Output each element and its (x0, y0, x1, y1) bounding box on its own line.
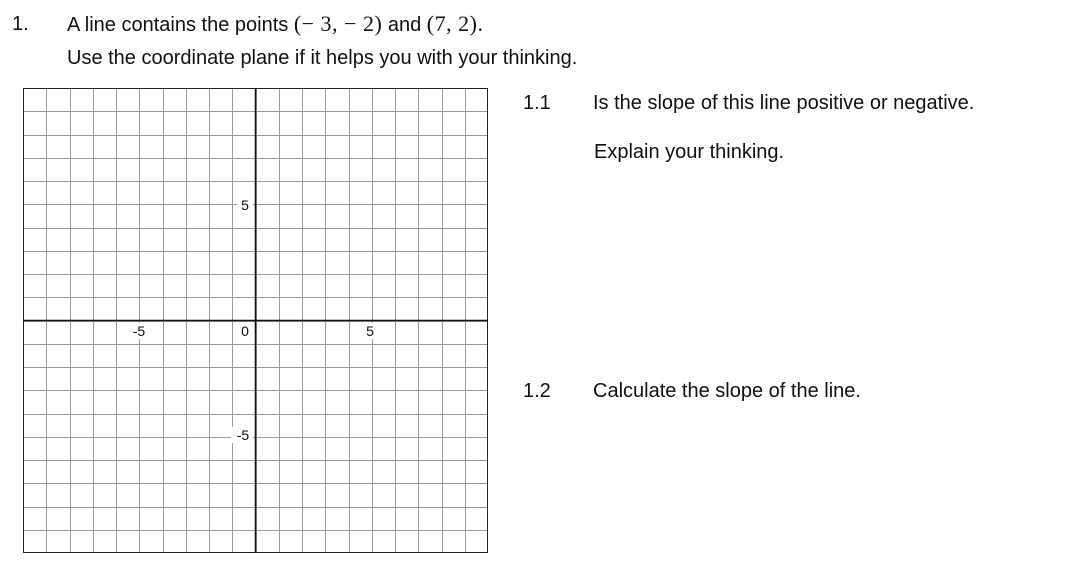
coordinate-plane[interactable] (23, 88, 488, 553)
y-tick-label-neg5: -5 (236, 427, 250, 443)
intro-text-start: A line contains the points (67, 14, 294, 36)
intro-text-middle: and (382, 14, 427, 36)
coordinate-grid (23, 88, 488, 553)
question-intro (67, 10, 483, 39)
origin-label: 0 (241, 323, 249, 339)
part-1-2-question: Calculate the slope of the line. (593, 380, 861, 402)
part-1-2-number: 1.2 (523, 380, 551, 402)
x-tick-label-5: 5 (366, 323, 374, 339)
x-tick-label-neg5: -5 (132, 323, 146, 339)
part-1-1-follow-up: Explain your thinking. (594, 141, 785, 163)
part-1-1-number: 1.1 (523, 92, 551, 114)
y-tick-label-5: 5 (241, 197, 249, 213)
point-a: (− 3, − 2) (293, 11, 383, 36)
question-number: 1. (12, 13, 29, 35)
intro-text-end: . (477, 11, 484, 36)
question-instruction: Use the coordinate plane if it helps you with your thinking. (67, 47, 578, 69)
part-1-1-question: Is the slope of this line positive or negative. (593, 92, 975, 114)
point-b: (7, 2) (426, 11, 478, 36)
